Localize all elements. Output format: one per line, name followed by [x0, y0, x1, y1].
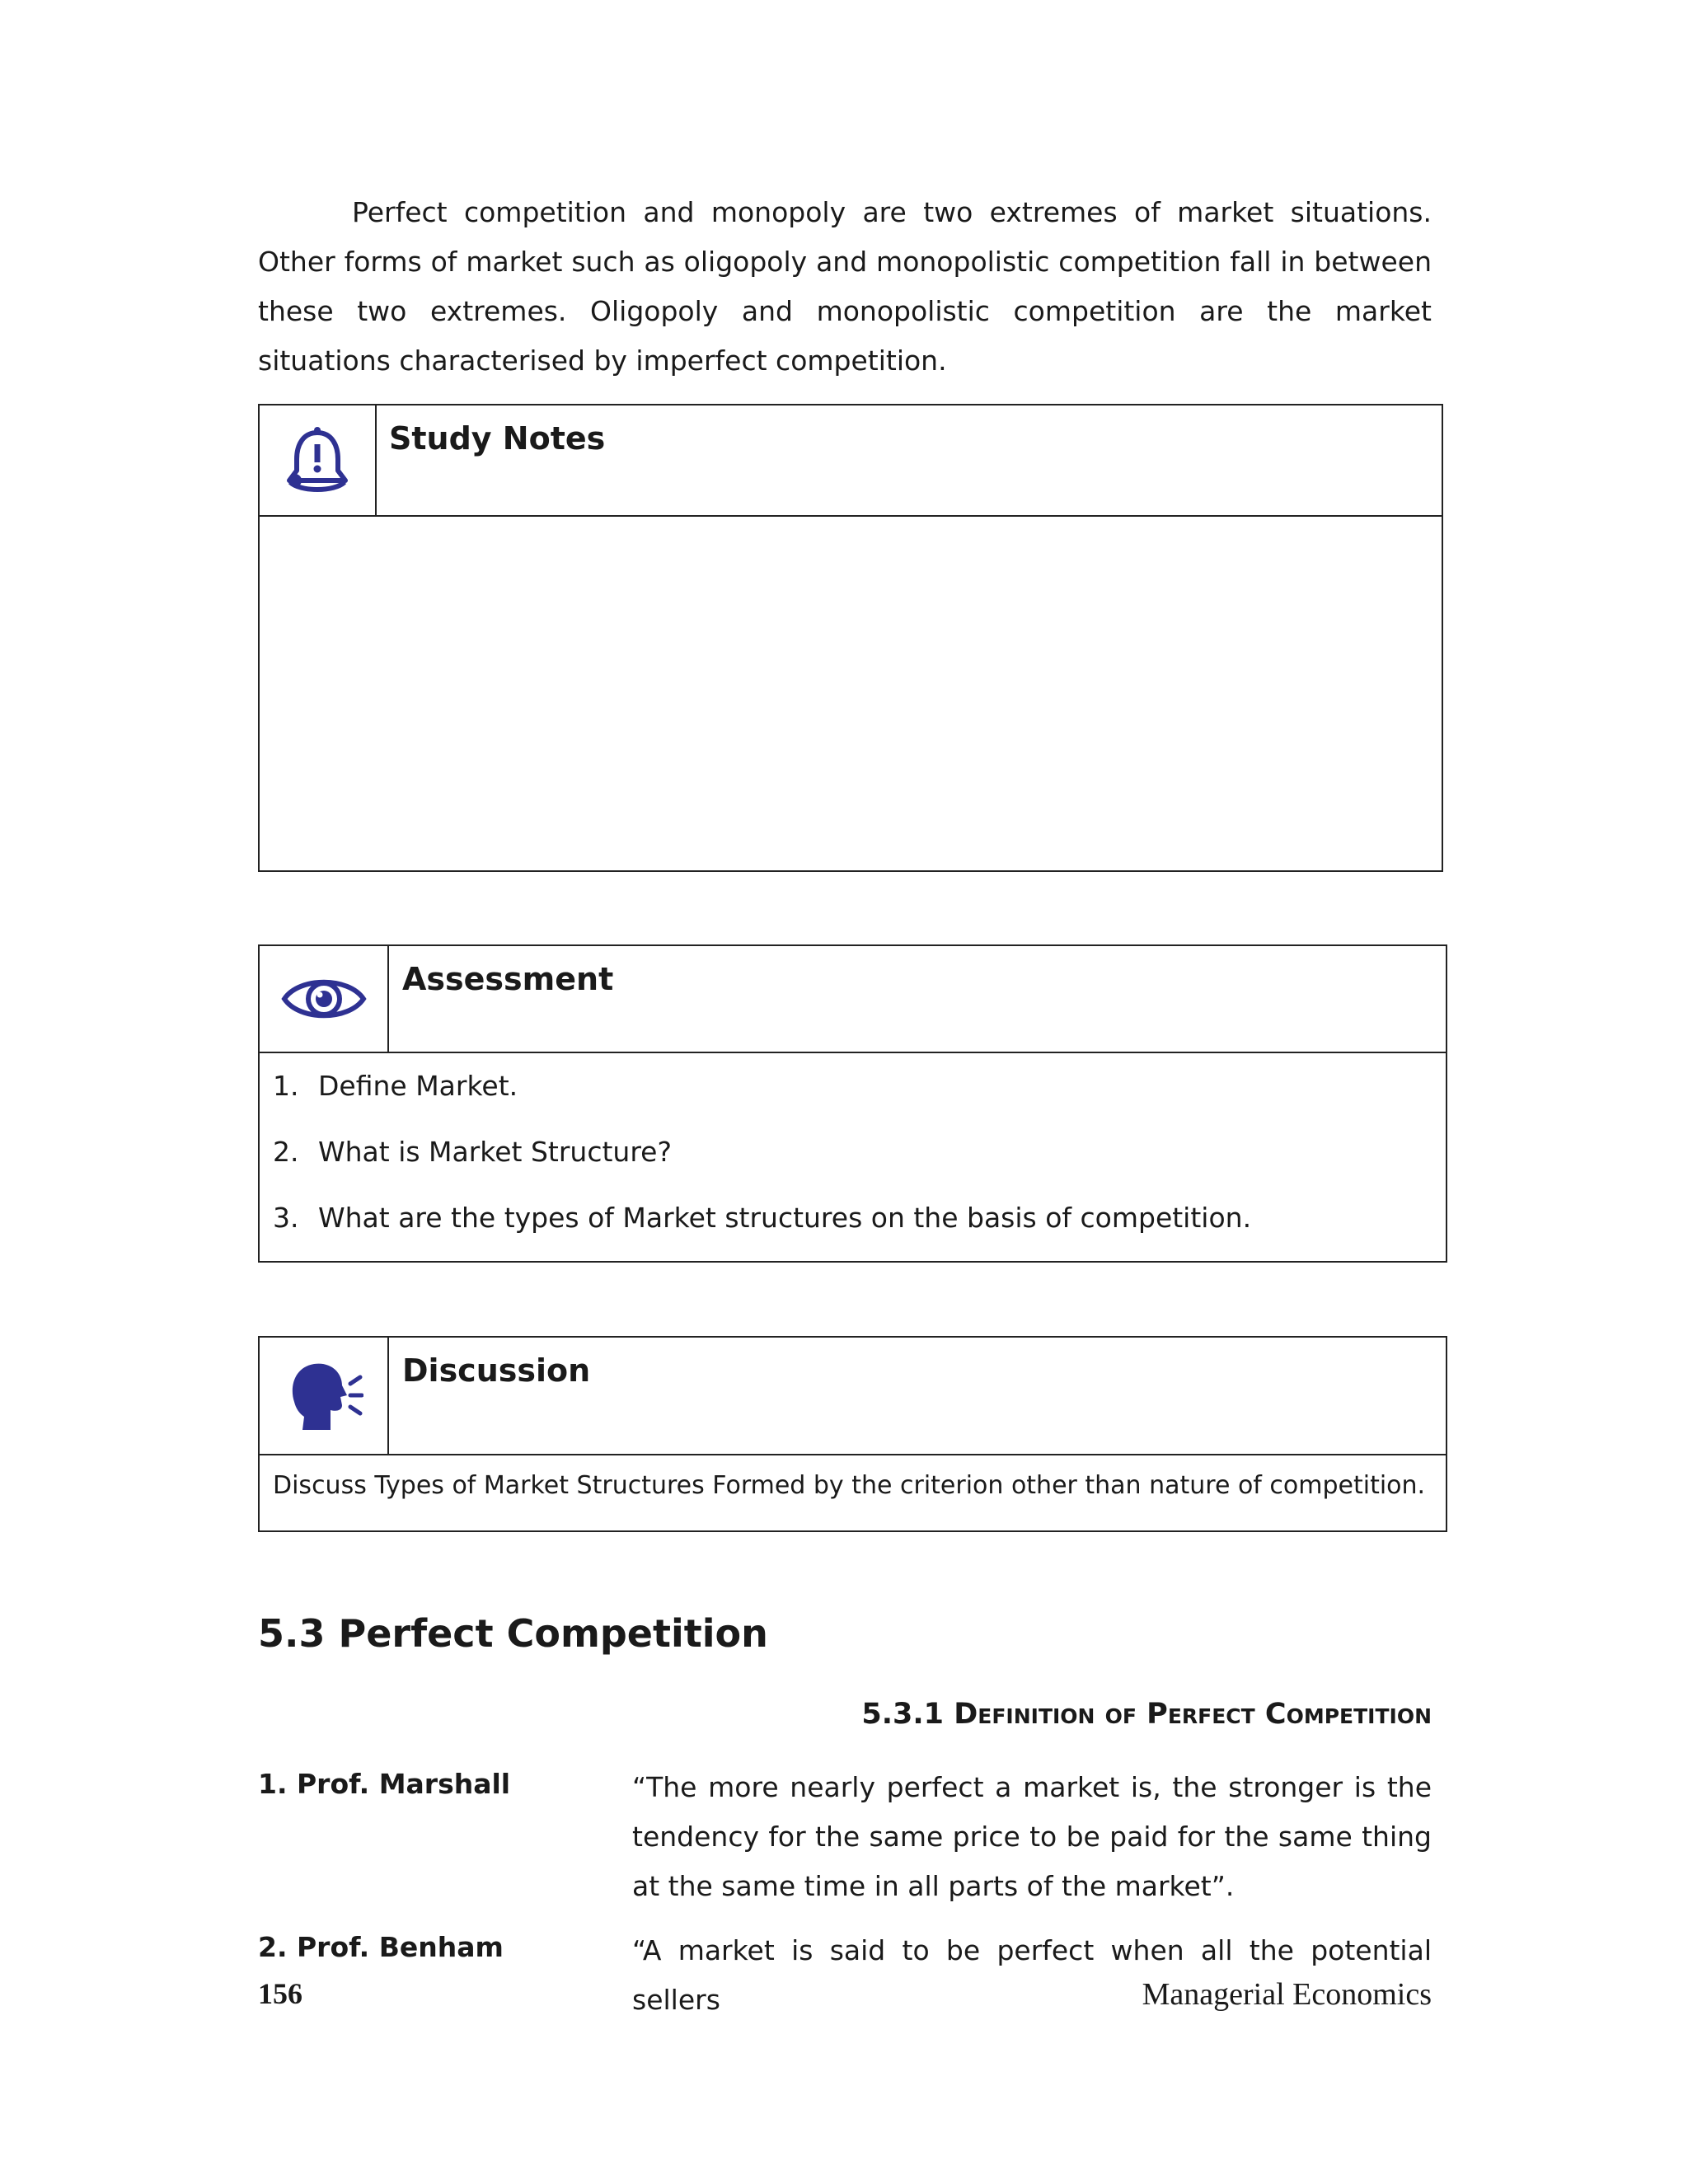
definition-label: 2. Prof. Benham [258, 1931, 504, 1963]
study-notes-header [260, 405, 1442, 517]
discussion-icon-cell [260, 1338, 389, 1454]
discussion-text: Discuss Types of Market Structures Formed by the criterion other than nature of competition. [273, 1471, 1426, 1500]
assessment-item [273, 1070, 1429, 1136]
book-title: Managerial Economics [1142, 1977, 1432, 2012]
assessment-icon-cell [260, 946, 389, 1052]
assessment-title: Assessment [402, 961, 614, 997]
subsection-heading: 5.3.1 Definition of Perfect Competition [861, 1698, 1432, 1731]
section-heading: 5.3 Perfect Competition [258, 1611, 768, 1656]
discussion-box [258, 1336, 1447, 1532]
study-notes-title: Study Notes [389, 420, 606, 457]
page-number: 156 [258, 1977, 302, 2010]
item-number: 2. [273, 1136, 299, 1168]
item-number: 3. [273, 1202, 299, 1234]
bell-icon [282, 426, 353, 495]
assessment-list [273, 1070, 1429, 1268]
assessment-item [273, 1202, 1429, 1268]
definition-text: “A market is said to be perfect when all the potential sellers [632, 1934, 1432, 2016]
item-text: What are the types of Market structures on the basis of competition. [318, 1202, 1252, 1234]
assessment-box [258, 944, 1447, 1263]
item-text: What is Market Structure? [318, 1136, 672, 1168]
intro-paragraph: Perfect competition and monopoly are two extremes of market situations. Other forms of market such as oligopoly and monopolistic competition fall in between these two extremes. Oligopoly and monopolistic competition are the market situations characterised by imperfect competition. [258, 196, 1432, 377]
study-notes-icon-cell [260, 405, 377, 515]
speaking-head-icon [284, 1361, 363, 1432]
definition-text: “The more nearly perfect a market is, the stronger is the tendency for the same price to be paid for the same thing at the same time in all parts of the market”. [632, 1771, 1432, 1902]
eye-icon [281, 972, 367, 1026]
assessment-header [260, 946, 1446, 1053]
definition-label: 1. Prof. Marshall [258, 1768, 511, 1800]
discussion-title: Discussion [402, 1352, 591, 1389]
assessment-item [273, 1136, 1429, 1202]
study-notes-box [258, 404, 1443, 872]
discussion-header [260, 1338, 1446, 1455]
item-number: 1. [273, 1070, 299, 1102]
item-text: Define Market. [318, 1070, 518, 1102]
